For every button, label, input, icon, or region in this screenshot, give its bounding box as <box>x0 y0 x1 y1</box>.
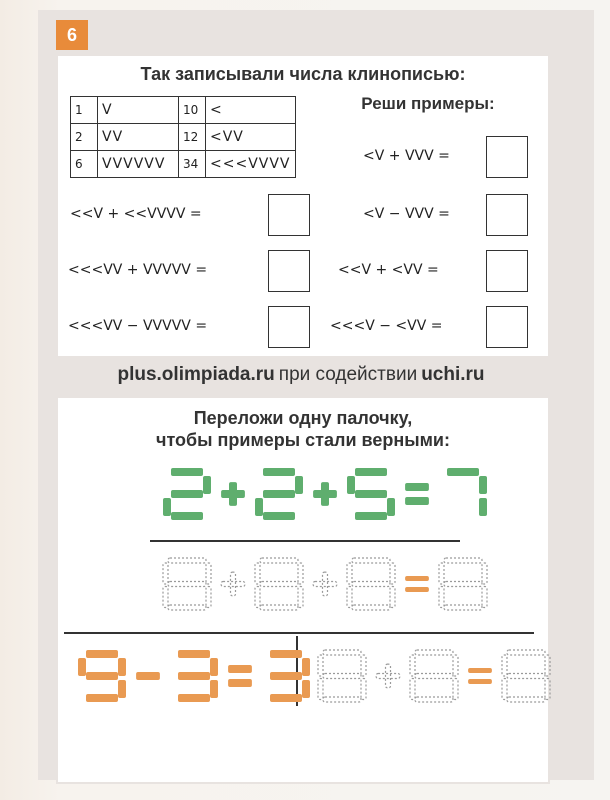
answer-box-1[interactable] <box>486 136 528 178</box>
matchstick-title-line2: чтобы примеры стали верными: <box>156 430 450 450</box>
table-cell: 6 <box>71 151 98 178</box>
answer-box-4[interactable] <box>268 250 310 292</box>
table-cell: 12 <box>179 124 206 151</box>
banner-middle-text: при содействии <box>278 364 418 385</box>
partner-link[interactable]: uchi.ru <box>421 364 485 385</box>
example-6: <<<VV − VVVVV = <box>68 318 208 334</box>
answer-box-6[interactable] <box>268 306 310 348</box>
table-cell: <VV <box>206 124 296 151</box>
site-link[interactable]: plus.olimpiada.ru <box>117 364 275 385</box>
table-cell: VVVVVV <box>98 151 179 178</box>
answer-box-5[interactable] <box>486 250 528 292</box>
table-row <box>71 97 296 124</box>
example-4: <<<VV + VVVVV = <box>68 262 208 278</box>
olympiad-banner <box>56 358 546 392</box>
table-cell: 34 <box>179 151 206 178</box>
example-2: <<V + <<VVVV = <box>70 206 202 222</box>
cuneiform-title: Так записывали числа клинописью: <box>140 64 466 84</box>
table-cell: VV <box>98 124 179 151</box>
table-row <box>71 124 296 151</box>
table-row <box>71 151 296 178</box>
example-5: <<V + <VV = <box>338 262 439 278</box>
table-cell: <<<VVVV <box>206 151 296 178</box>
table-cell: 10 <box>179 97 206 124</box>
cuneiform-table <box>70 96 296 178</box>
solve-title: Реши примеры: <box>361 94 495 113</box>
answer-box-3[interactable] <box>486 194 528 236</box>
example-7: <<<V − <VV = <box>330 318 443 334</box>
table-cell: V <box>98 97 179 124</box>
page-number-badge: 6 <box>56 20 88 50</box>
divider-line <box>150 540 460 542</box>
example-1: <V + VVV = <box>363 148 450 164</box>
cuneiform-panel <box>56 54 550 358</box>
answer-box-7[interactable] <box>486 306 528 348</box>
example-3: <V − VVV = <box>363 206 450 222</box>
vertical-divider <box>296 636 298 706</box>
divider-line <box>64 632 534 634</box>
table-cell: 2 <box>71 124 98 151</box>
table-cell: < <box>206 97 296 124</box>
table-cell: 1 <box>71 97 98 124</box>
matchstick-panel <box>56 396 550 784</box>
matchstick-title-line1: Переложи одну палочку, <box>193 408 413 428</box>
answer-box-2[interactable] <box>268 194 310 236</box>
